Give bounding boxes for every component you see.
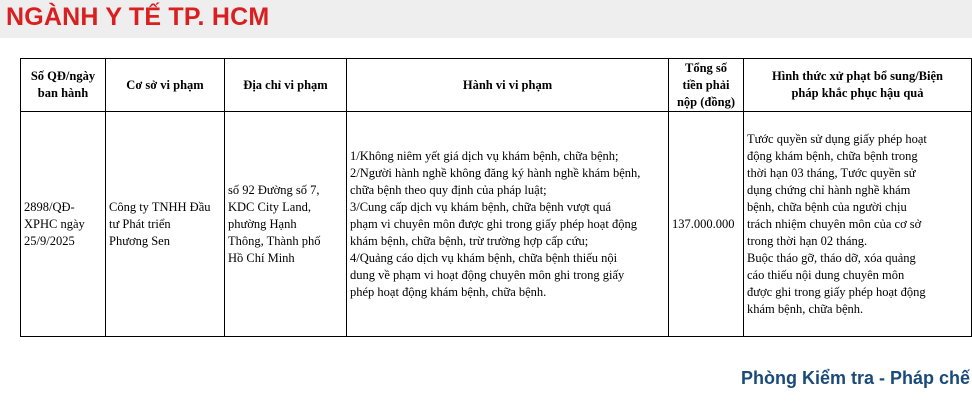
cell-address: số 92 Đường số 7, KDC City Land, phường Hạnh Thông, Thành phố Hồ Chí Minh bbox=[225, 112, 347, 337]
header-address: Địa chỉ vi phạm bbox=[225, 59, 347, 112]
header-remedies: Hình thức xử phạt bổ sung/Biện pháp khắc phục hậu quả bbox=[744, 59, 972, 112]
violation-table bbox=[20, 58, 972, 337]
cell-violations: 1/Không niêm yết giá dịch vụ khám bệnh, chữa bệnh; 2/Người hành nghề không đăng ký hành nghề khám bệnh, chữa bệnh theo quy định của pháp luật; 3/Cung cấp dịch vụ khám bệnh, chữa bệnh vượt quá phạm vi chuyên môn được ghi trong giấy phép hoạt động khám bệnh, chữa bệnh, trừ trường hợp cấp cứu; 4/Quảng cáo dịch vụ khám bệnh, chữa bệnh thiếu nội dung về phạm vi hoạt động chuyên môn ghi trong giấy phép hoạt động khám bệnh, chữa bệnh. bbox=[347, 112, 669, 337]
header-banner bbox=[0, 0, 972, 38]
cell-amount: 137.000.000 bbox=[669, 112, 744, 337]
header-facility: Cơ sở vi phạm bbox=[106, 59, 225, 112]
table-row bbox=[21, 112, 972, 337]
table-header-row bbox=[21, 59, 972, 112]
header-violations: Hành vi vi phạm bbox=[347, 59, 669, 112]
banner-title: NGÀNH Y TẾ TP. HCM bbox=[6, 3, 270, 31]
cell-decision: 2898/QĐ- XPHC ngày 25/9/2025 bbox=[21, 112, 106, 337]
cell-facility: Công ty TNHH Đầu tư Phát triển Phương Sen bbox=[106, 112, 225, 337]
cell-remedies: Tước quyền sử dụng giấy phép hoạt động khám bệnh, chữa bệnh trong thời hạn 03 tháng, Tước quyền sử dụng chứng chỉ hành nghề khám bệnh, chữa bệnh của người chịu trách nhiệm chuyên môn của cơ sở trong thời hạn 02 tháng. Buộc tháo gỡ, tháo dỡ, xóa quảng cáo thiếu nội dung chuyên môn được ghi trong giấy phép hoạt động khám bệnh, chữa bệnh. bbox=[744, 112, 972, 337]
header-decision: Số QĐ/ngày ban hành bbox=[21, 59, 106, 112]
header-amount: Tổng số tiền phải nộp (đồng) bbox=[669, 59, 744, 112]
footer-department: Phòng Kiểm tra - Pháp chế bbox=[740, 368, 970, 388]
